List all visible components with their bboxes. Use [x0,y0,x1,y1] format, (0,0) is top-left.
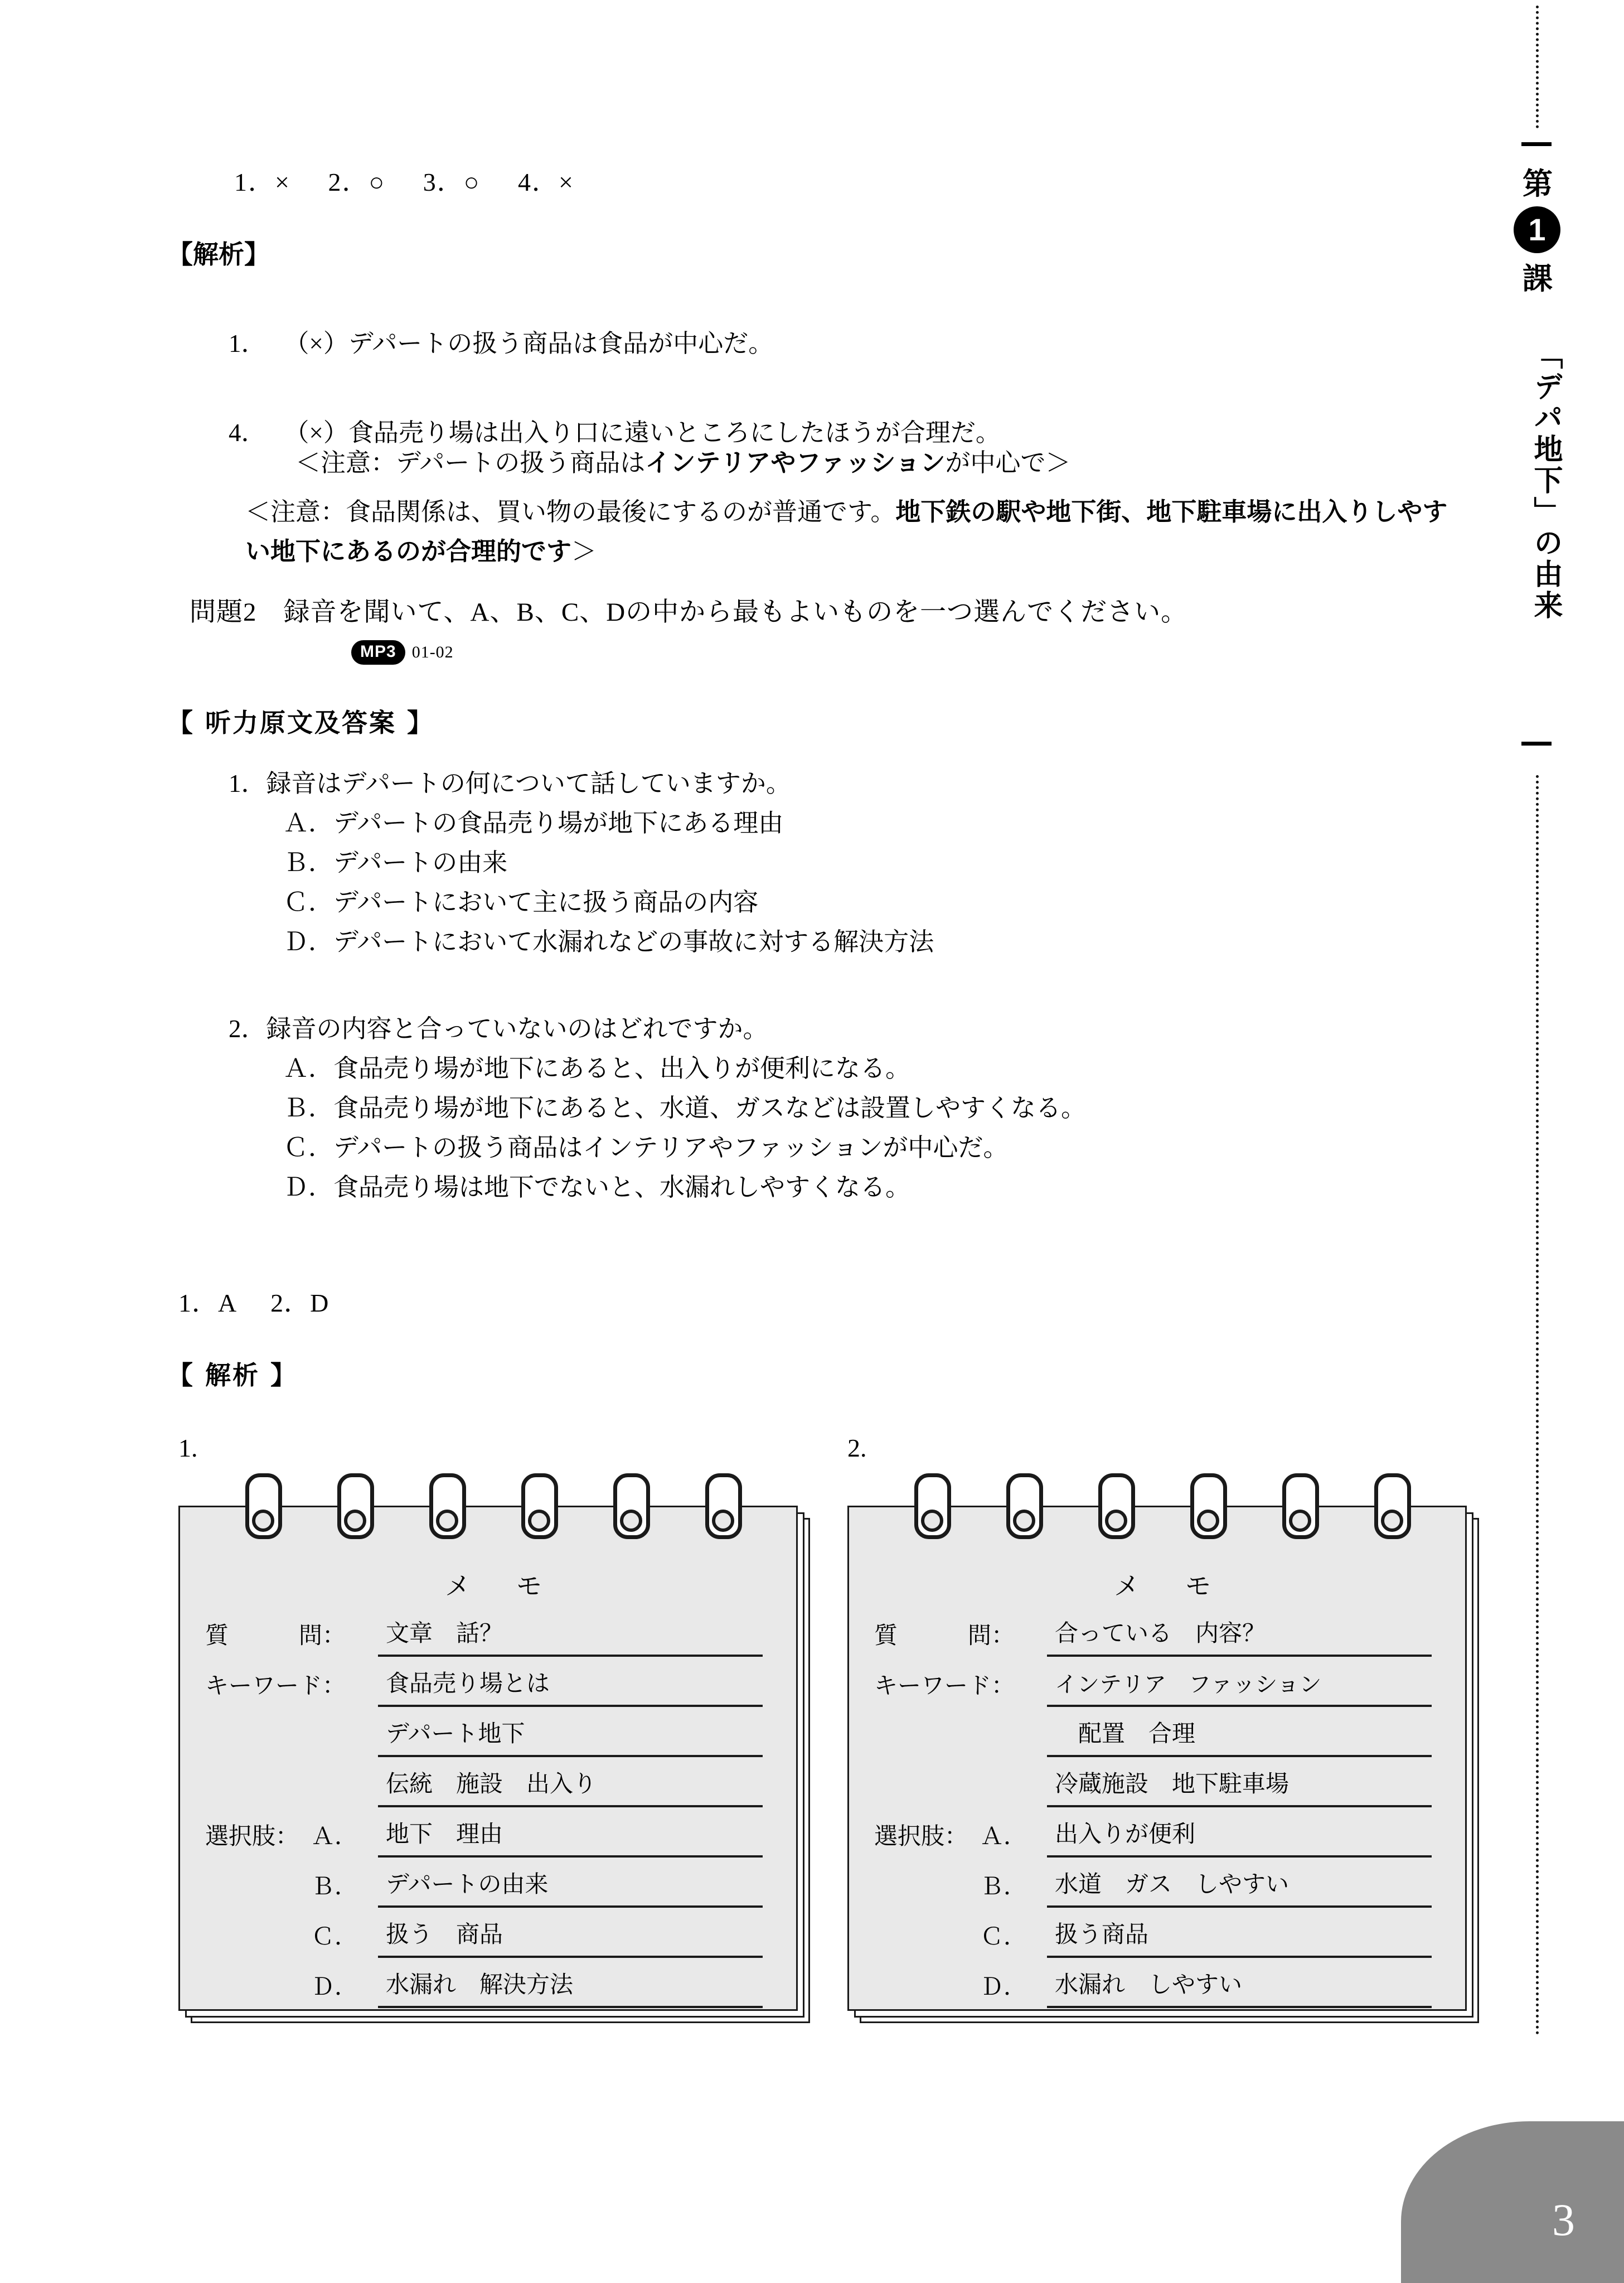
memo-1-row [205,1960,763,2008]
answers-true-false: 1．× 2．○ 3．○ 4．× [234,168,574,196]
page-number-corner [1362,2116,1624,2283]
memo-1-row-6-key [205,1949,311,1958]
analysis1-item-4-note-bold: 地下鉄の駅や地下街、地下駐車場に出入りしやすい地下にあるのが合理的です [245,497,1448,567]
binder-ring-icon [245,1473,282,1539]
memo-2-row-6-key [874,1949,980,1958]
mp3-icon: MP3 [351,640,405,665]
memo-2-row [874,1659,1432,1707]
analysis1-item-1-note-bold: インテリアやファッション [645,448,946,478]
memo-2-row-2-key [874,1748,1047,1757]
memo-1-row-0-value: 文章 話？ [378,1622,763,1657]
rail-dotted-line-top [1536,6,1539,128]
binder-ring-icon [1282,1473,1319,1539]
memo-2-row [874,1759,1432,1807]
memo-1-row-7-option: Ｄ． [311,1975,358,2000]
memo-2-row-7-option: Ｄ． [980,1975,1027,2000]
memo-2-row-6-value: 扱う商品 [1047,1923,1432,1958]
rail-dash-bottom [1521,742,1552,746]
listening-q1-option-c: Ｃ．デパートにおいて主に扱う商品の内容 [283,888,759,917]
memo-1-label: 1. [178,1434,198,1462]
memo-2-row-7-key [874,1999,980,2008]
question2-label: 問題2 録音を聞いて、A、B、C、Dの中から最もよいものを一つ選んでください。 [190,598,1188,627]
lesson-label: 第 [1523,166,1553,201]
memo-2-row [874,1910,1432,1958]
memo-2-row-2-value: 配置 合理 [1047,1723,1432,1757]
listening-q2-number: 2． [229,1015,266,1043]
memo-1-row-3-value: 伝統 施設 出入り [378,1773,763,1807]
memo-2-row [874,1810,1432,1858]
listening-q1-stem: 録音はデパートの何について話していますか。 [266,770,791,797]
listening-q1-option-d: Ｄ．デパートにおいて水漏れなどの事故に対する解決方法 [283,928,934,956]
listening-answers: 1．A 2．D [178,1289,329,1317]
binder-ring-icon [429,1473,466,1539]
analysis1-item-1-number: 1． [229,330,266,358]
analysis1-item-1-note-plain: ＜注意：デパートの扱う商品は [295,449,646,477]
analysis1-item-4-note-plain: ＜注意：食品関係は、買い物の最後にするのが普通です。 [245,498,896,526]
rail-dotted-line-bottom [1536,775,1539,2035]
memo-1-row [205,1659,763,1707]
memo-2-row [874,1709,1432,1757]
side-tab [1487,0,1570,2283]
memo-1-row-5-value: デパートの由来 [378,1873,763,1908]
memo-2-row-5-key [874,1899,980,1908]
binder-ring-icon [521,1473,558,1539]
memo-1-row-7-value: 水漏れ 解決方法 [378,1974,763,2008]
binder-ring-icon [1098,1473,1135,1539]
listening-question-1 [229,764,934,962]
analysis1-item-1-text: （×）デパートの扱う商品は食品が中心だ。 [284,330,774,358]
memo-1-row-5-option: Ｂ． [311,1874,358,1900]
analysis1-item-1-note-tail: が中心で＞ [945,449,1071,477]
memo-2-row-5-option: Ｂ． [980,1874,1027,1900]
memo-1-row [205,1709,763,1757]
memo-1-row [205,1810,763,1858]
memo-2-row-1-value: インテリア ファッション [1047,1673,1432,1707]
rail-dash-top [1521,142,1552,146]
memo-1-row-6-option: Ｃ． [311,1924,358,1950]
memo-2-label: 2. [847,1434,867,1462]
listening-heading: 【 听力原文及答案 】 [167,708,435,738]
memo-1-title: メ モ [445,1572,552,1600]
listening-question-2 [229,1009,1086,1207]
analysis1-item-4-note-tail: ＞ [571,538,597,566]
memo-1-row-0-key: 質 問： [205,1623,346,1649]
memo-1-row-2-key [205,1748,378,1757]
listening-q2-stem: 録音の内容と合っていないのはどれですか。 [266,1015,768,1043]
memo-1-row-4-option: Ａ． [311,1824,358,1850]
memo-1-row-6-value: 扱う 商品 [378,1923,763,1958]
memo-1-row-2-value: デパート地下 [378,1723,763,1757]
memo-pad-1 [178,1506,808,2024]
binder-ring-icon [705,1473,742,1539]
memo-1-row [205,1759,763,1807]
memo-2-row [874,1609,1432,1657]
analysis1-heading: 【解析】 [167,239,270,269]
memo-2-row-0-key: 質 問： [874,1623,1015,1649]
memo-2-row-6-option: Ｃ． [980,1924,1027,1950]
memo-1-row-1-key: キーワード： [205,1673,346,1699]
binder-ring-icon [914,1473,951,1539]
lesson-number-badge: 1 [1514,206,1560,253]
memo-2-row [874,1960,1432,2008]
analysis2-heading: 【 解析 】 [167,1360,298,1390]
binder-ring-icon [1374,1473,1411,1539]
mp3-marker [351,640,454,665]
listening-q1-number: 1． [229,770,266,797]
page-number: 3 [1552,2194,1575,2245]
memo-1-row [205,1609,763,1657]
analysis1-item-4-number: 4． [229,419,266,447]
listening-q2-option-a: Ａ．食品売り場が地下にあると、出入りが便利になる。 [283,1055,911,1083]
lesson-unit-label: 課 [1523,260,1553,296]
listening-q1-option-b: Ｂ．デパートの由来 [283,849,508,877]
memo-1-row-3-key [205,1798,378,1807]
corner-shape [1401,2121,1624,2283]
memo-2-row-7-value: 水漏れ しやすい [1047,1974,1432,2008]
listening-q2-option-d: Ｄ．食品売り場は地下でないと、水漏れしやすくなる。 [283,1173,911,1202]
memo-1-row-4-key: 選択肢： [205,1824,299,1850]
listening-q1-option-a: Ａ．デパートの食品売り場が地下にある理由 [283,809,784,838]
memo-2-row-0-value: 合っている 内容？ [1047,1622,1432,1657]
binder-ring-icon [1006,1473,1043,1539]
memo-2-row-4-key: 選択肢： [874,1824,968,1850]
memo-pad-2 [847,1506,1477,2024]
memo-2-row [874,1860,1432,1908]
analysis1-item-4 [178,374,1461,572]
memo-2-row-1-key: キーワード： [874,1673,1015,1699]
listening-q2-option-c: Ｃ．デパートの扱う商品はインテリアやファッションが中心だ。 [283,1134,1009,1162]
memo-2-row-4-value: 出入りが便利 [1047,1823,1432,1858]
memo-2-row-4-option: Ａ． [980,1824,1027,1850]
memo-2-row-3-value: 冷蔵施設 地下駐車場 [1047,1773,1432,1807]
analysis1-item-4-text: （×）食品売り場は出入り口に遠いところにしたほうが合理だ。 [284,419,1001,447]
listening-q2-option-b: Ｂ．食品売り場が地下にあると、水道、ガスなどは設置しやすくなる。 [283,1094,1087,1123]
memo-2-title: メ モ [1114,1572,1221,1600]
memo-2-row-3-key [874,1798,1047,1807]
memo-1-row [205,1860,763,1908]
binder-ring-icon [337,1473,374,1539]
memo-1-row-4-value: 地下 理由 [378,1823,763,1858]
memo-1-row-5-key [205,1899,311,1908]
mp3-track-number: 01-02 [411,643,454,661]
memo-1-row [205,1910,763,1958]
memo-1-row-1-value: 食品売り場とは [378,1672,763,1707]
binder-ring-icon [613,1473,650,1539]
memo-2-row-5-value: 水道 ガス しやすい [1047,1873,1432,1908]
lesson-title-vertical: 「デパ地下」の由来 [1529,340,1563,621]
binder-ring-icon [1190,1473,1227,1539]
memo-1-row-7-key [205,1999,311,2008]
